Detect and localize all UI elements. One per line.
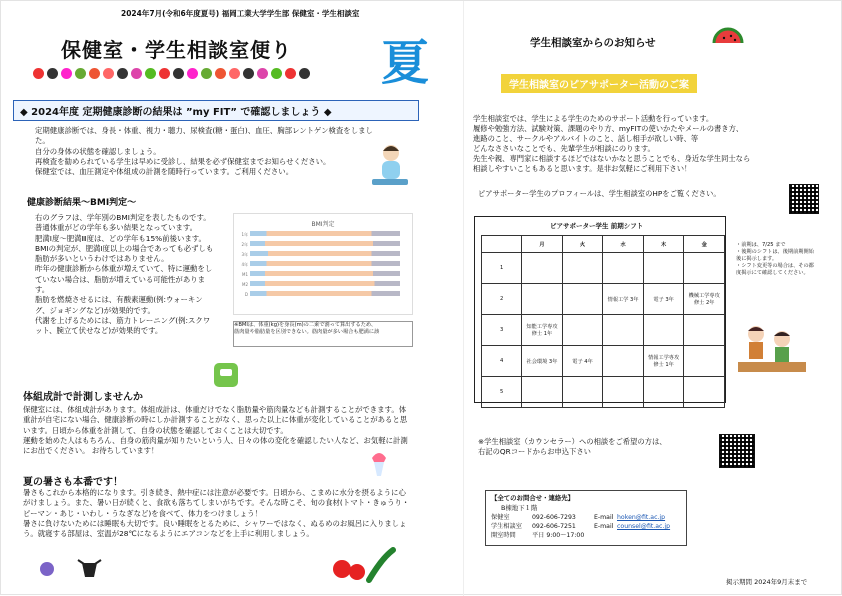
shift-cell [643, 253, 684, 284]
peer-support-text: 学生相談室では、学生による学生のためのサポート活動を行っています。 履修や勉強方法、試験対策、課題のやり方、myFITの使いかたやメールの書き方、 進路のこと、サークルやアルバイトのこと、話し相手が欲しい時、等 どんなささいなことでも、先輩学生が相談にのります。 先生や親、専門家に相談するほどではないかなと思うことでも、身近な学生同士なら 相談しやすいこともあると思います。是非お気軽にご利用下さい！ [473, 114, 751, 173]
bmi-bar-segment [250, 251, 268, 256]
contact-mail-label: E-mail [594, 523, 614, 530]
shift-row [482, 253, 725, 284]
contact-label: 学生相談室 [491, 523, 522, 530]
shift-cell [562, 284, 603, 315]
bmi-explanation: 右のグラフは、学年別のBMI判定を表したものです。普通体重がどの学年も多い結果となっています。 肥満Ⅰ度～肥満Ⅲ度は、どの学年も15%前後います。 BMIの判定が、肥満Ⅰ度以上の場合であっても必ずしも脂肪が多いというわけではありません。 昨年の健康診断から体重が増えていて、特に運動をしていない場合は、脂肪が増えている可能性があります。 脂肪を燃焼させるには、有酸素運動(例:ウォーキング、ジョギングなど)が効果的です。 代謝を上げるためには、筋力トレーニング(例:スクワット、腕立て伏せなど)が効果的です。 [35, 213, 214, 336]
peer-support-banner: 学生相談室のピアサポーター活動のご案 [501, 74, 697, 93]
contact-label: 開室時間 [491, 532, 516, 539]
health-check-intro: 定期健康診断では、身長・体重、視力・聴力、尿検査(糖・蛋白)、血圧、胸部レントゲン検査をしました。 自分の身体の状態を確認しましょう。 再検査を勧められている学生は早めに受診し、結果を必ず保健室までお知らせください。 保健室では、血圧測定や体組成の計測を随時行っています。ご利用ください。 [35, 126, 373, 177]
bmi-bar-segment [265, 271, 373, 276]
issue-header: 2024年7月(令和6年度夏号) 福岡工業大学学生部 保健室・学生相談室 [121, 9, 360, 18]
shift-notes: ・前期は、7/25 まで ・後期のシフトは、後期前期開始後に掲示します。 ・シフト変更等の場合は、その都度掲示にて確認してください。 [736, 242, 814, 276]
dot-icon [145, 68, 156, 79]
category-label: 4年 [241, 262, 248, 267]
shift-header-cell: 金 [684, 236, 725, 253]
dot-icon [75, 68, 86, 79]
dot-icon [271, 68, 282, 79]
shift-cell: 社会環境 3年 [522, 346, 563, 377]
shift-cell [684, 315, 725, 346]
dot-icon [215, 68, 226, 79]
contact-heading: 【全てのお問合せ・連絡先】 [491, 494, 575, 502]
bmi-bar-segment [372, 261, 401, 266]
category-label: M1 [242, 272, 248, 277]
bmi-bar-segment [250, 241, 265, 246]
summer-text: 暑さもこれから本格的になります。引き続き、熱中症には注意が必要です。日頃から、こまめに水分を摂るように心がけましょう。また、暑い日が続くと、食欲も落ちてしまいがちです。そんな時こそ、旬の食材(トマト・きゅうり・ピーマン・あじ・いわし・うなぎなど)を食べて、体力をつけましょう！ 暑さに負けないためには睡眠も大切です。良い睡眠をとるために、シャワーではなく、ぬるめのお風呂に入りましょう。就寝する部屋は、室温が28℃になるようにエアコンなどを上手に利用しましょう。 [23, 488, 410, 539]
shift-cell [603, 253, 644, 284]
contact-mail-link[interactable]: counsel@fit.ac.jp [617, 523, 671, 530]
shift-period: 1 [482, 253, 522, 284]
bmi-bar-segment [373, 271, 400, 276]
shift-row [482, 315, 725, 346]
watermelon-icon [711, 23, 745, 51]
fruit-border [33, 68, 310, 79]
dot-icon [117, 68, 128, 79]
contact-box [485, 490, 687, 546]
category-label: M2 [242, 282, 248, 287]
shift-header-row [482, 236, 725, 253]
shift-row [482, 346, 725, 377]
shift-cell: 情報工学 3年 [603, 284, 644, 315]
shift-period: 5 [482, 377, 522, 408]
dot-icon [285, 68, 296, 79]
counseling-qr-code[interactable] [719, 434, 755, 468]
body-composition-title: 体組成計で計測しませんか [23, 392, 143, 403]
dot-icon [61, 68, 72, 79]
peer-support-illustration [738, 320, 806, 380]
bmi-bar-segment [372, 251, 401, 256]
shift-header-cell: 水 [603, 236, 644, 253]
bmi-section-title: 健康診断結果～BMI判定～ [27, 198, 137, 208]
bmi-bar-segment [267, 231, 372, 236]
shift-cell [522, 377, 563, 408]
contact-label: 保健室 [491, 514, 510, 521]
dot-icon [159, 68, 170, 79]
contact-mail-link[interactable]: hoken@fit.ac.jp [617, 514, 666, 521]
shift-period: 2 [482, 284, 522, 315]
shift-period: 3 [482, 315, 522, 346]
shift-cell [643, 377, 684, 408]
page-divider [463, 1, 464, 596]
bmi-bar-segment [375, 281, 401, 286]
shift-cell: 知能工学専攻 修士 1年 [522, 315, 563, 346]
dot-icon [47, 68, 58, 79]
qr-code[interactable] [789, 184, 819, 214]
dot-icon [103, 68, 114, 79]
shift-cell: 情報工学専攻 修士 1年 [643, 346, 684, 377]
bmi-bar-segment [265, 281, 375, 286]
summer-section-title: 夏の暑さも本番です！ [23, 477, 123, 488]
shift-row [482, 284, 725, 315]
shift-row [482, 377, 725, 408]
bmi-bar-segment [267, 291, 372, 296]
shift-header-cell: 火 [562, 236, 603, 253]
bmi-bar-segment [265, 241, 373, 246]
shaved-ice-illustration [364, 448, 394, 481]
category-label: D [244, 292, 248, 297]
body-composition-text: 保健室には、体組成計があります。体組成計は、体重だけでなく脂肪量や筋肉量なども計測することができます。体重計が自宅にない場合、健康診断の時にしか計測することがなく、思った以上に体重が変化していることがあると思います。日頃から体重を計測して、自身の状態を確認しておくことは大切です。 運動を始めた人はもちろん、自身の筋肉量が知りたいという人、日々の体の変化を確認したい人など、お気軽に計測にお出でください。 お待ちしています！ [23, 405, 408, 456]
bmi-bar-segment [268, 251, 372, 256]
scale-icon [211, 360, 241, 390]
bmi-bar-segment [250, 271, 265, 276]
shift-cell [684, 377, 725, 408]
dot-icon [229, 68, 240, 79]
dot-icon [299, 68, 310, 79]
contact-mail-label: E-mail [594, 514, 614, 521]
shift-header-cell: 木 [643, 236, 684, 253]
shift-cell [603, 377, 644, 408]
category-label: 1年 [241, 232, 248, 237]
dot-icon [131, 68, 142, 79]
bmi-chart-svg [234, 214, 412, 314]
natsu-title: 夏 [381, 35, 430, 91]
shift-cell [562, 253, 603, 284]
contact-hours: 平日 9:00～17:00 [532, 532, 585, 539]
student-counseling-title: 学生相談室からのお知らせ [530, 37, 656, 49]
dot-icon [243, 68, 254, 79]
bmi-bar-segment [250, 281, 265, 286]
vegetables-illustration [327, 546, 397, 584]
bmi-bar-segment [373, 241, 400, 246]
contact-tel: 092-606-7251 [532, 523, 576, 530]
category-label: 3年 [241, 252, 248, 257]
dot-icon [201, 68, 212, 79]
shift-cell [522, 284, 563, 315]
bmi-note: ※BMIは、体重(kg)を身長(m)の二乗で割って算出するため、 筋肉量や脂肪量を区別できない。筋肉量が多い場合も肥満に該 [233, 321, 413, 347]
bmi-chart [233, 213, 413, 315]
shift-cell [684, 253, 725, 284]
shift-cell: 機械工学専攻 修士 2年 [684, 284, 725, 315]
chart-title: BMI判定 [311, 221, 335, 228]
dot-icon [257, 68, 268, 79]
shift-period: 4 [482, 346, 522, 377]
shift-cell [562, 315, 603, 346]
shift-header-cell [482, 236, 522, 253]
category-label: 2年 [241, 242, 248, 247]
bmi-bar-segment [250, 261, 267, 266]
peer-profile-note: ピアサポーター学生のプロフィールは、学生相談室のHPをご覧ください。 [478, 189, 721, 198]
bmi-bar-segment [250, 291, 267, 296]
dot-icon [187, 68, 198, 79]
shift-cell [684, 346, 725, 377]
shift-cell [603, 346, 644, 377]
dot-icon [173, 68, 184, 79]
shift-cell [522, 253, 563, 284]
bmi-bar-segment [267, 261, 372, 266]
shift-cell: 電子 3年 [643, 284, 684, 315]
contact-place: B棟地下１階 [501, 504, 538, 512]
nurse-illustration [368, 141, 412, 189]
shift-cell [562, 377, 603, 408]
counseling-qr-note: ※学生相談室（カウンセラー）への相談をご希望の方は、 右記のQRコードからお申込下さい [478, 437, 667, 456]
bmi-bar-segment [250, 231, 267, 236]
newsletter-title: 保健室・学生相談室便り [61, 38, 292, 62]
shift-cell [643, 315, 684, 346]
shift-header-cell: 月 [522, 236, 563, 253]
contact-tel: 092-606-7293 [532, 514, 576, 521]
shift-table-frame [474, 216, 726, 403]
dot-icon [89, 68, 100, 79]
summer-bugs-illustration [37, 555, 117, 583]
shift-table [481, 235, 725, 408]
health-check-band: ◆ 2024年度 定期健康診断の結果は ”my FIT” で確認しましょう ◆ [13, 100, 419, 121]
bmi-bar-segment [372, 291, 401, 296]
shift-table-title: ピアサポーター学生 前期シフト [550, 222, 644, 230]
watermelon-icon [33, 68, 44, 79]
bmi-bar-segment [372, 231, 401, 236]
shift-cell: 電子 4年 [562, 346, 603, 377]
shift-cell [603, 315, 644, 346]
posting-period: 掲示期間 2024年9月末まで [726, 578, 808, 586]
